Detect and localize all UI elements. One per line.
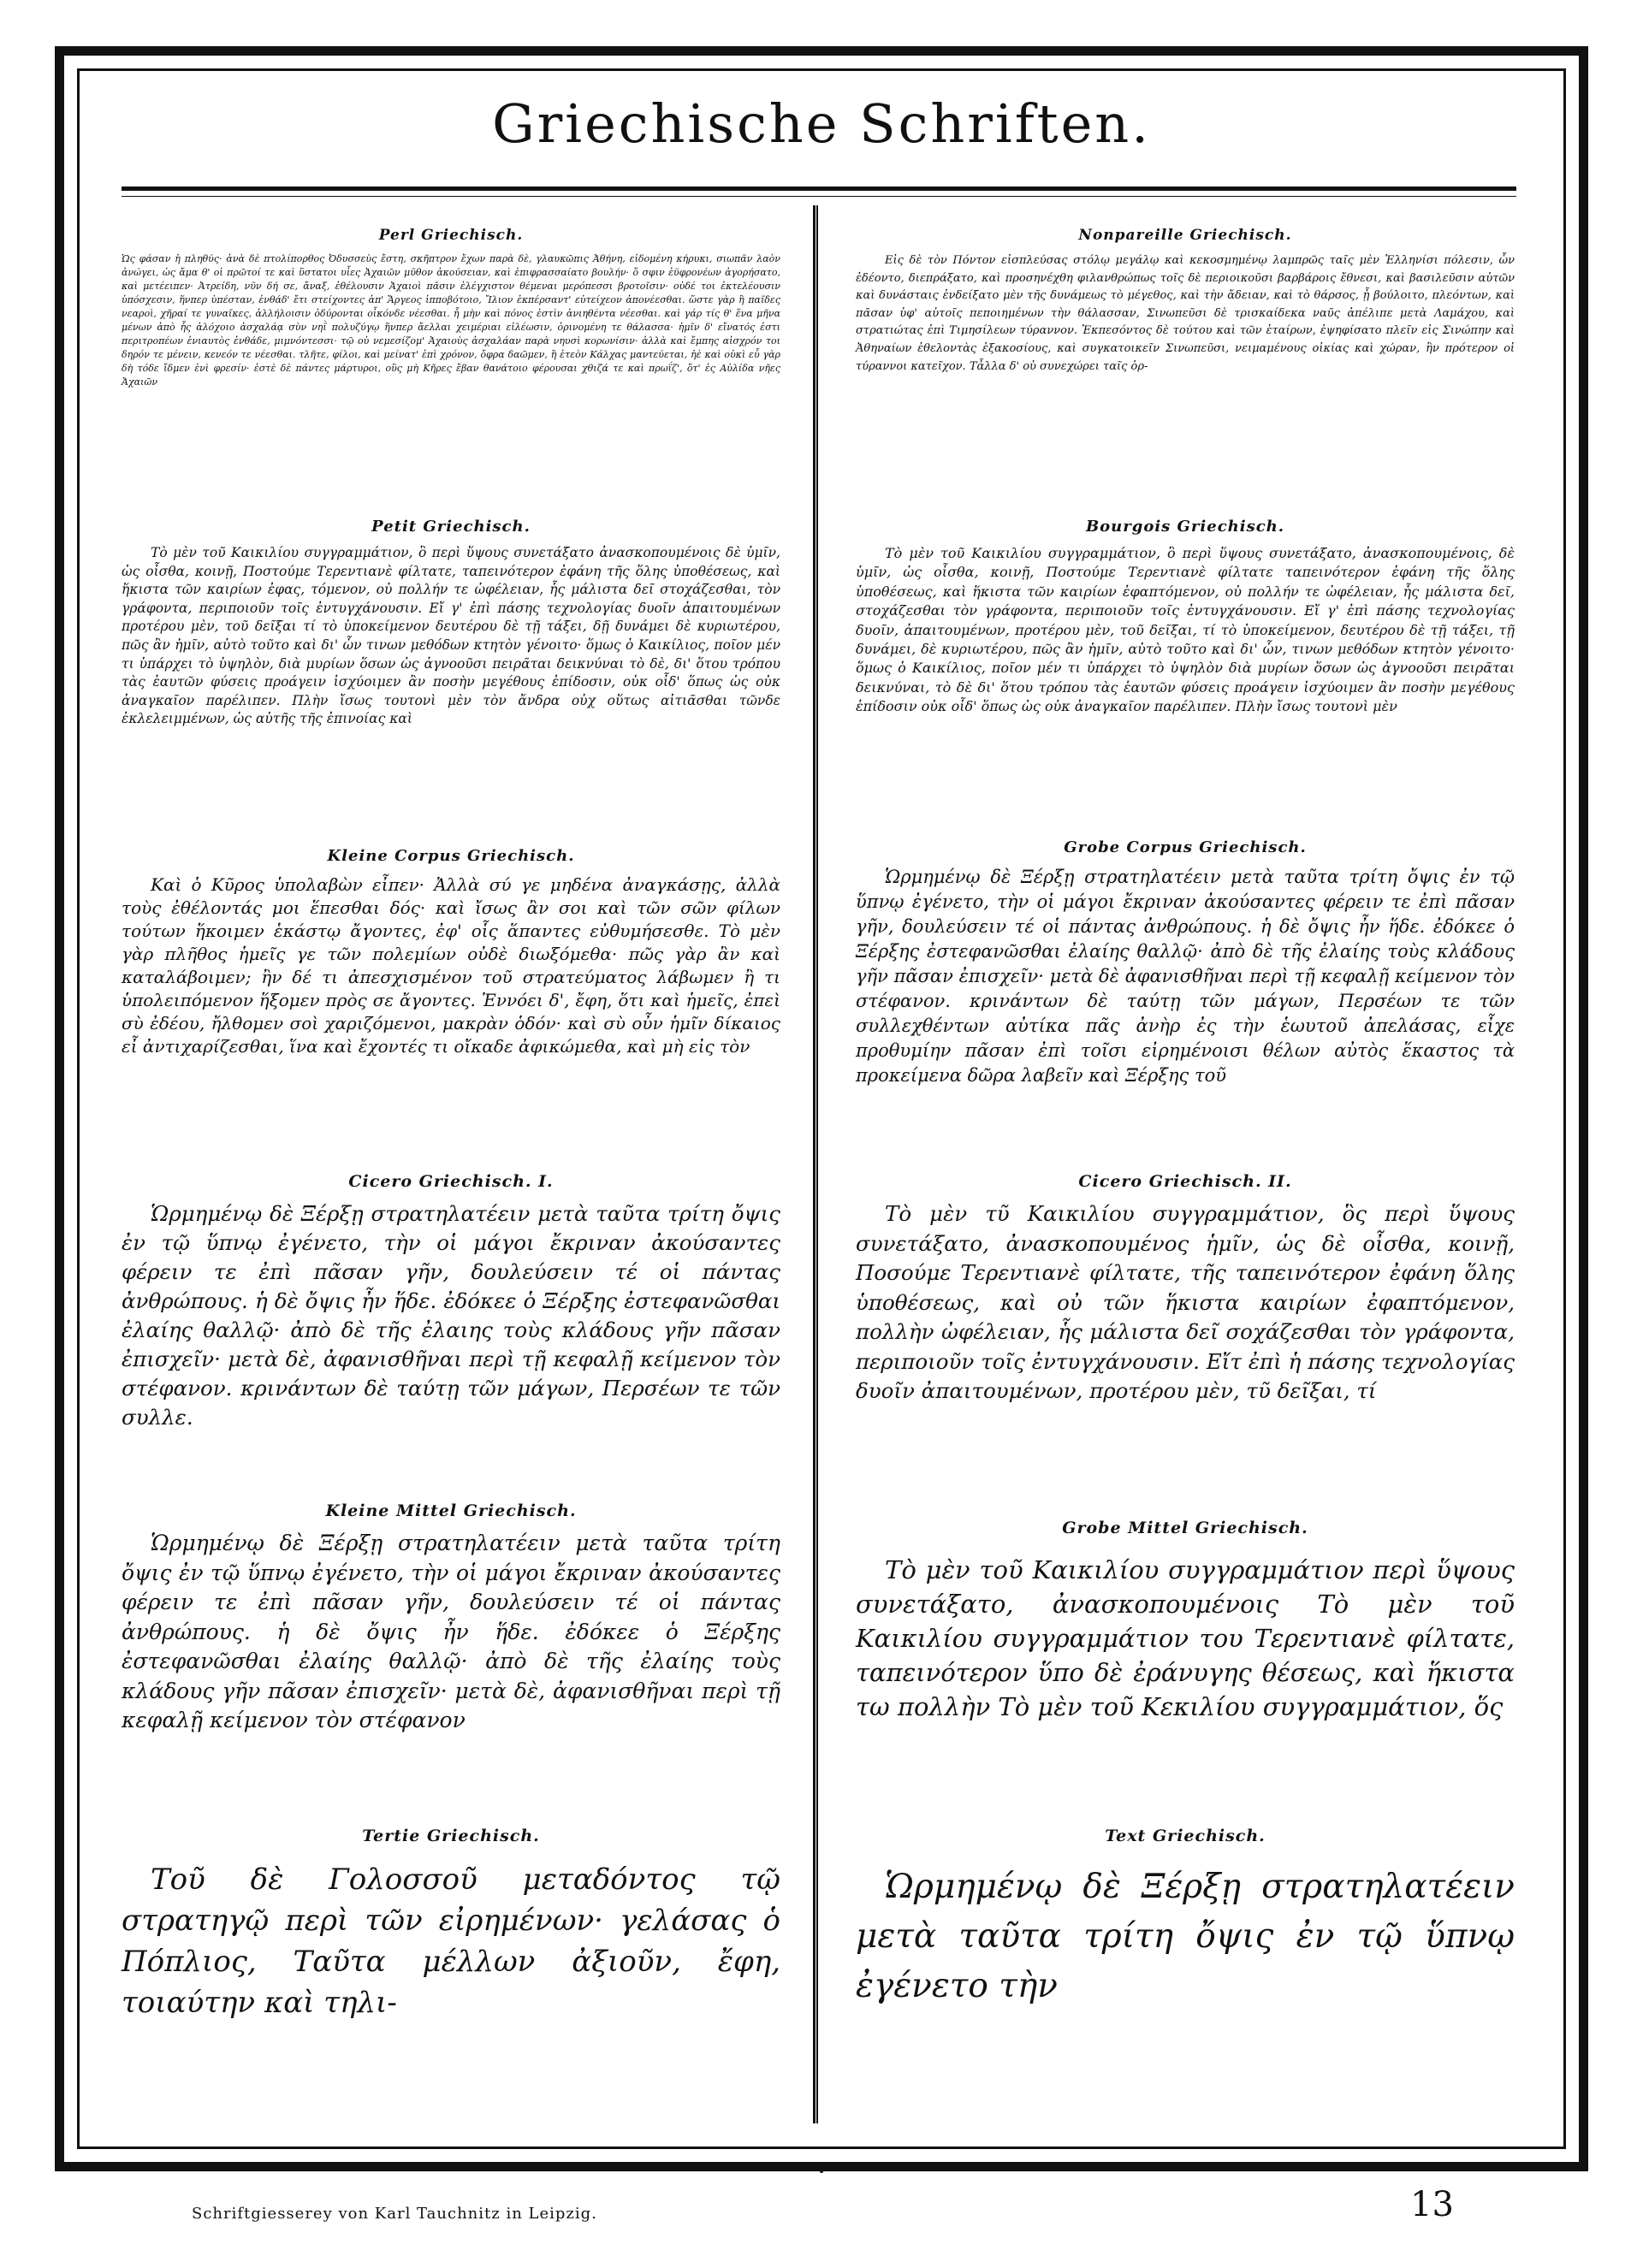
specimen-kleine-mittel (122, 1501, 780, 1736)
specimen-text: Τὸ μὲν τοῦ Καικιλίου συγγραμμάτιον, ὃ περὶ ὕψους συνετάξατο, ἀνασκοπουμένοις, δὲ ὑμῖν, ὡς οἶσθα, κοινῇ, Ποστούμε Τερεντιανὲ φίλτατε ταπεινότερον ἐφάνη τῆς ὅλης ὑποθέσεως, καὶ ἥκιστα τῶν καιρίων ἐφαπτόμενον, οὐ πολλήν τε ὠφέλειαν, ἧς μάλιστα δεῖ, στοχάζεσθαι τὸν γράφοντα, περιποιοῦν τοῖς ἐντυγχάνουσιν. Εἴ γ' ἐπὶ πάσης τεχνολογίας δυοῖν, ἀπαιτουμένων, προτέρου μὲν, τοῦ δεῖξαι, τί τὸ ὑποκείμενον, δευτέρου δὲ τῇ τάξει, τῇ δυνάμει, δὲ κυριωτέρου, πῶς ἂν ἡμῖν, αὐτὸ τοῦτο καὶ δι' ὧν, τινων μεθόδων κτητὸν γένοιτο· ὅμως ὁ Καικίλιος, ποῖον μέν τι ὑπάρχει τὸ ὑψηλὸν διὰ μυρίων ὅσων ὡς ἀγνοοῦσι πειρᾶται δεικνύναι, τὸ δὲ δι' ὅτου τρόπου τὰς ἑαυτῶν φύσεις προάγειν ἰσχύοιμεν ἂν ποσὴν μεγέθους ἐπίδοσιν οὐκ οἶδ' ὅπως ὡς οὐκ ἀναγκαῖον παρέλιπεν. Πλὴν ἴσως τουτονὶ μὲν (856, 545, 1515, 715)
specimen-heading: Cicero Griechisch. II. (1078, 1172, 1292, 1191)
specimen-heading: Kleine Corpus Griechisch. (327, 847, 575, 865)
page-title: Griechische Schriften. (492, 92, 1151, 155)
specimen-text: Ὡρμημένῳ δὲ Ξέρξῃ στρατηλατέειν μετὰ ταῦτα τρίτη ὄψις ἐν τῷ ὕπνῳ ἐγένετο, τὴν οἱ μάγοι ἔκριναν ἀκούσαντες φέρειν τε ἐπὶ πᾶσαν γῆν, δουλεύσειν τέ οἱ πάντας ἀνθρώπους. ἡ δὲ ὄψις ἦν ἥδε. ἐδόκεε ὁ Ξέρξης ἐστεφανῶσθαι ἐλαίης θαλλῷ· ἀπὸ δὲ τῆς ἐλαίης τοὺς κλάδους γῆν πᾶσαν ἐπισχεῖν· μετὰ δὲ ἀφανισθῆναι περὶ τῇ κεφαλῇ κείμενον τὸν στέφανον. κρινάντων δὲ ταύτῃ τῶν μάγων, Περσέων τε τῶν συλλεχθέντων αὐτίκα πᾶς ἀνὴρ ἐς τὴν ἑωυτοῦ ἀπελάσας, εἶχε προθυμίην πᾶσαν ἐπὶ τοῖσι εἰρημένοισι θέλων αὐτὸς ἕκαστος τὰ προκείμενα δῶρα λαβεῖν καὶ Ξέρξης τοῦ (856, 867, 1515, 1086)
specimen-petit (122, 518, 780, 729)
specimen-heading: Kleine Mittel Griechisch. (325, 1501, 577, 1520)
specimen-text: Τοῦ δὲ Γολοσσοῦ μεταδόντος τῷ στρατηγῷ περὶ τῶν εἰρημένων· γελάσας ὁ Πόπλιος, Ταῦτα μέλλων ἀξιοῦν, ἔφη, τοιαύτην καὶ τηλι- (122, 1862, 780, 2020)
specimen-heading: Grobe Corpus Griechisch. (1064, 838, 1307, 856)
specimen-kleine-corpus (122, 847, 780, 1058)
specimen-heading: Grobe Mittel Griechisch. (1062, 1519, 1308, 1537)
specimen-perl (122, 227, 780, 389)
title-rule-thin (122, 196, 1516, 197)
specimen-nonpareille (856, 227, 1515, 376)
specimen-grobe-corpus (856, 838, 1515, 1088)
specimen-text-size (856, 1827, 1515, 2011)
specimen-text: Ὡρμημένῳ δὲ Ξέρξῃ στρατηλατέειν μετὰ ταῦτα τρίτη ὄψις ἐν τῷ ὕπνῳ ἐγένετο, τὴν οἱ μάγοι ἔκριναν ἀκούσαντες φέρειν τε ἐπὶ πᾶσαν γῆν, δουλεύσειν τέ οἱ πάντας ἀνθρώπους. ἡ δὲ ὄψις ἦν ἥδε. ἐδόκεε ὁ Ξέρξης ἐστεφανῶσθαι ἐλαίης θαλλῷ· ἀπὸ δὲ τῆς ἐλαιης τοὺς κλάδους γῆν πᾶσαν ἐπισχεῖν· μετὰ δὲ, ἀφανισθῆναι περὶ τῇ κεφαλῇ κείμενον τὸν στέφανον. κρινάντων δὲ ταύτῃ τῶν μάγων, Περσέων τε τῶν συλλε. (122, 1201, 780, 1430)
specimen-text: Καὶ ὁ Κῦρος ὑπολαβὼν εἶπεν· Ἀλλὰ σύ γε μηδένα ἀναγκάσῃς, ἀλλὰ τοὺς ἐθέλοντάς μοι ἕπεσθαι δός· καὶ ἴσως ἂν σοι καὶ τῶν σῶν φίλων τούτων ἥκοιμεν ἑκάστῳ ἄγοντες, ἐφ' οἷς ἅπαντες εὐθυμήσεσθε. Τὸ μὲν γὰρ πλῆθος ἡμεῖς γε τῶν πολεμίων οὐδὲ διωξόμεθα· πῶς γὰρ ἂν καὶ καταλάβοιμεν; ἢν δέ τι ἀπεσχισμένον τοῦ στρατεύματος λάβωμεν ἢ τι ὑπολειπόμενον ἥξομεν πρὸς σε ἄγοντες. Ἐννόει δ', ἔφη, ὅτι καὶ ἡμεῖς, ἐπεὶ σὺ ἐδέου, ἤλθομεν σοὶ χαριζόμενοι, μακρὰν ὁδόν· καὶ σὺ οὖν ἡμῖν δίκαιος εἶ ἀντιχαρίζεσθαι, ἵνα καὶ ἔχοντές τι οἴκαδε ἀφικώμεθα, καὶ μὴ εἰς τὸν (122, 874, 780, 1057)
page-number: 13 (1410, 2185, 1454, 2224)
specimen-cicero-1 (122, 1172, 780, 1432)
specimen-tertie (122, 1827, 780, 2023)
specimen-heading: Text Griechisch. (1105, 1827, 1266, 1845)
footer-mark (820, 2170, 823, 2173)
publisher-line: Schriftgiesserey von Karl Tauchnitz in Leipzig. (192, 2205, 597, 2223)
specimen-text: Ὡρμημένῳ δὲ Ξέρξῃ στρατηλατέειν μετὰ ταῦτα τρίτη ὄψις ἐν τῷ ὕπνῳ ἐγένετο τὴν (856, 1868, 1515, 2005)
column-divider (813, 205, 818, 2123)
specimen-heading: Petit Griechisch. (371, 518, 531, 536)
specimen-heading: Tertie Griechisch. (362, 1827, 540, 1845)
specimen-text: Ὡρμημένῳ δὲ Ξέρξῃ στρατηλατέειν μετὰ ταῦτα τρίτη ὄψις ἐν τῷ ὕπνῳ ἐγένετο, τὴν οἱ μάγοι ἔκριναν ἀκούσαντες φέρειν τε ἐπὶ πᾶσαν γῆν, δουλεύσειν τέ οἱ πάντας ἀνθρώπους. ἡ δὲ ὄψις ἦν ἥδε. ἐδόκεε ὁ Ξέρξης ἐστεφανῶσθαι ἐλαίης θαλλῷ· ἀπὸ δὲ τῆς ἐλαίης τοὺς κλάδους γῆν πᾶσαν ἐπισχεῖν· μετὰ δὲ, ἀφανισθῆναι περὶ τῇ κεφαλῇ κείμενον τὸν στέφανον (122, 1531, 780, 1732)
specimen-heading: Cicero Griechisch. I. (348, 1172, 554, 1191)
specimen-bourgois (856, 518, 1515, 717)
specimen-text: Τὸ μὲν τῦ Καικιλίου συγγραμμάτιον, ὃς περὶ ὕψους συνετάξατο, ἀνασκοπουμένος ἡμῖν, ὡς δὲ οἶσθα, κοινῇ, Ποσούμε Τερεντιανὲ φίλτατε, τῆς ταπεινότερον ἐφάνη ὅλης ὑποθέσεως, καὶ οὐ τῶν ἥκιστα καιρίων ἐφαπτόμενον, πολλὴν ὠφέλειαν, ἧς μάλιστα δεῖ σοχάζεσθαι τὸν γράφοντα, περιποιοῦν τοῖς ἐντυγχάνουσιν. Εἴτ ἐπὶ ἡ πάσης τεχνολογίας δυοῖν ἀπαιτουμένων, προτέρου μὲν, τῦ δεῖξαι, τί (856, 1201, 1515, 1403)
specimen-grobe-mittel (856, 1519, 1515, 1724)
specimen-heading: Perl Griechisch. (378, 227, 524, 244)
specimen-heading: Bourgois Griechisch. (1085, 518, 1285, 536)
specimen-text: Τὸ μὲν τοῦ Καικιλίου συγγραμμάτιον περὶ ὕψους συνετάξατο, ἀνασκοπουμένοις Τὸ μὲν τοῦ Καικιλίου συγγραμμάτιον του Τερεντιανὲ φίλτατε, ταπεινότερον ὕπο δὲ ἐράνυγης θέσεως, καὶ ἥκιστα τω πολλὴν Τὸ μὲν τοῦ Κεκιλίου συγγραμμάτιον, ὅς (856, 1555, 1515, 1721)
specimen-text: Εἰς δὲ τὸν Πόντον εἰσπλεύσας στόλῳ μεγάλῳ καὶ κεκοσμημένῳ λαμπρῶς ταῖς μὲν Ἑλληνίσι πόλεσιν, ὧν ἐδέοντο, διεπράξατο, καὶ προσηνέχθη φιλανθρώπως τοῖς δὲ περιοικοῦσι βαρβάροις ἔθνεσι, καὶ βασιλεῦσιν αὐτῶν καὶ δυνάσταις ἐνδείξατο μὲν τῆς δυνάμεως τὸ μέγεθος, καὶ τὴν ἄδειαν, καὶ τὸ θάρσος, ᾗ βούλοιτο, πλεόντων, καὶ πᾶσαν ὑφ' αὑτοῖς πεποιημένων τὴν θάλασσαν, Σινωπεῦσι δὲ τρισκαίδεκα ναῦς ἀπέλιπε μετὰ Λαμάχου, καὶ στρατιώτας ἐπὶ Τιμησίλεων τύραννον. Ἐκπεσόντος δὲ τούτου καὶ τῶν ἑταίρων, ἐψηφίσατο πλεῖν εἰς Σινώπην καὶ Ἀθηναίων ἐθελοντὰς ἑξακοσίους, καὶ συγκατοικεῖν Σινωπεῦσι, νειμαμένους οἰκίας καὶ χώραν, ἣν πρότερον οἱ τύραννοι κατεῖχον. Τἆλλα δ' οὐ συνεχώρει ταῖς ὁρ- (856, 254, 1515, 373)
specimen-text: Τὸ μὲν τοῦ Καικιλίου συγγραμμάτιον, ὃ περὶ ὕψους συνετάξατο ἀνασκοπουμένοις δὲ ὑμῖν, ὡς οἶσθα, κοινῇ, Ποστούμε Τερεντιανὲ φίλτατε, ταπεινότερον ἐφάνη τῆς ὅλης ὑποθέσεως, καὶ ἥκιστα τῶν καιρίων ἐφας, τόμενον, οὐ πολλήν τε ὠφέλειαν, ἧς μάλιστα δεῖ στοχάζεσθαι, τὸν γράφοντα, περιποιοῦν τοῖς ἐντυγχάνουσιν. Εἴ γ' ἐπὶ πάσης τεχνολογίας δυοῖν ἀπαιτουμένων προτέρου μὲν, τοῦ δεῖξαι τί τὸ ὑποκείμενον δευτέρου δὲ τῇ τάξει, δῇ δυνάμει δὲ κυριωτέρου, πῶς ἂν ἡμῖν, αὐτὸ τοῦτο καὶ δι' ὧν τινων μεθόδων κτητὸν γένοιτο· ὅμως ὁ Καικίλιος, ποῖον μέν τι ὑπάρχει τὸ ὑψηλὸν, διὰ μυρίων ὅσων ὡς ἀγνοοῦσι πειρᾶται δεικνύναι τὸ δὲ, δι' ὅτου τρόπου τὰς ἑαυτῶν φύσεις προάγειν ἰσχύοιμεν ἂν ποσὴν μεγέθους ἐπίδοσιν, οὐκ οἶδ' ὅπως ὡς οὐκ ἀναγκαῖον παρέλιπεν. Πλὴν ἴσως τουτονὶ μὲν τὸν ἄνδρα οὐχ οὕτως αἰτιᾶσθαι τῶνδε ἐκλελειμμένων, ὡς αὐτῆς τῆς ἐπινοίας καὶ (122, 545, 780, 727)
specimen-heading: Nonpareille Griechisch. (1078, 227, 1292, 244)
specimen-cicero-2 (856, 1172, 1515, 1406)
specimen-text: Ὡς φάσαν ἡ πληθύς· ἀνὰ δὲ πτολίπορθος Ὀδυσσεὺς ἔστη, σκῆπτρον ἔχων παρὰ δὲ, γλαυκῶπις Ἀθήνη, εἰδομένη κήρυκι, σιωπᾶν λαὸν ἀνώγει, ὡς ἅμα θ' οἱ πρῶτοί τε καὶ ὕστατοι υἷες Ἀχαιῶν μῦθον ἀκούσειαν, καὶ ἐπιφρασσαίατο βουλήν· ὅ σφιν ἐϋφρονέων ἀγορήσατο, καὶ μετέειπεν· Ἀτρείδη, νῦν δή σε, ἄναξ, ἐθέλουσιν Ἀχαιοὶ πᾶσιν ἐλέγχιστον θέμεναι μερόπεσσι βροτοῖσιν· οὐδέ τοι ἐκτελέουσιν ὑπόσχεσιν, ἥνπερ ὑπέσταν, ἐνθάδ' ἔτι στείχοντες ἀπ' Ἄργεος ἱπποβότοιο, Ἴλιον ἐκπέρσαντ' εὐτείχεον ἀπονέεσθαι. ὥστε γὰρ ἢ παῖδες νεαροὶ, χῆραί τε γυναῖκες, ἀλλήλοισιν ὀδύρονται οἶκόνδε νέεσθαι. ἦ μὴν καὶ πόνος ἐστὶν ἀνιηθέντα νέεσθαι. καὶ γάρ τίς θ' ἕνα μῆνα μένων ἀπὸ ἧς ἀλόχοιο ἀσχαλάᾳ σὺν νηῒ πολυζύγῳ ἥνπερ ἄελλαι χειμέριαι εἰλέωσιν, ὀρινομένη τε θάλασσα· ἡμῖν δ' εἴνατός ἐστι περιτροπέων ἐνιαυτὸς ἐνθάδε, μιμνόντεσσι· τῷ οὐ νεμεσίζομ' Ἀχαιοὺς ἀσχαλάαν παρὰ νηυσὶ κορωνίσιν· ἀλλὰ καὶ ἔμπης αἰσχρόν τοι δηρόν τε μένειν, κενεόν τε νέεσθαι. τλῆτε, φίλοι, καὶ μείνατ' ἐπὶ χρόνον, ὄφρα δαῶμεν, ἢ ἐτεὸν Κάλχας μαντεύεται, ἠὲ καὶ οὐκὶ εὖ γὰρ δὴ τόδε ἴδμεν ἐνὶ φρεσίν· ἐστὲ δὲ πάντες μάρτυροι, οὓς μὴ Κῆρες ἔβαν θανάτοιο φέρουσαι χθιζά τε καὶ πρωΐζ', ὅτ' ἐς Αὐλίδα νῆες Ἀχαιῶν (122, 253, 780, 388)
title-rule-thick (122, 187, 1516, 191)
